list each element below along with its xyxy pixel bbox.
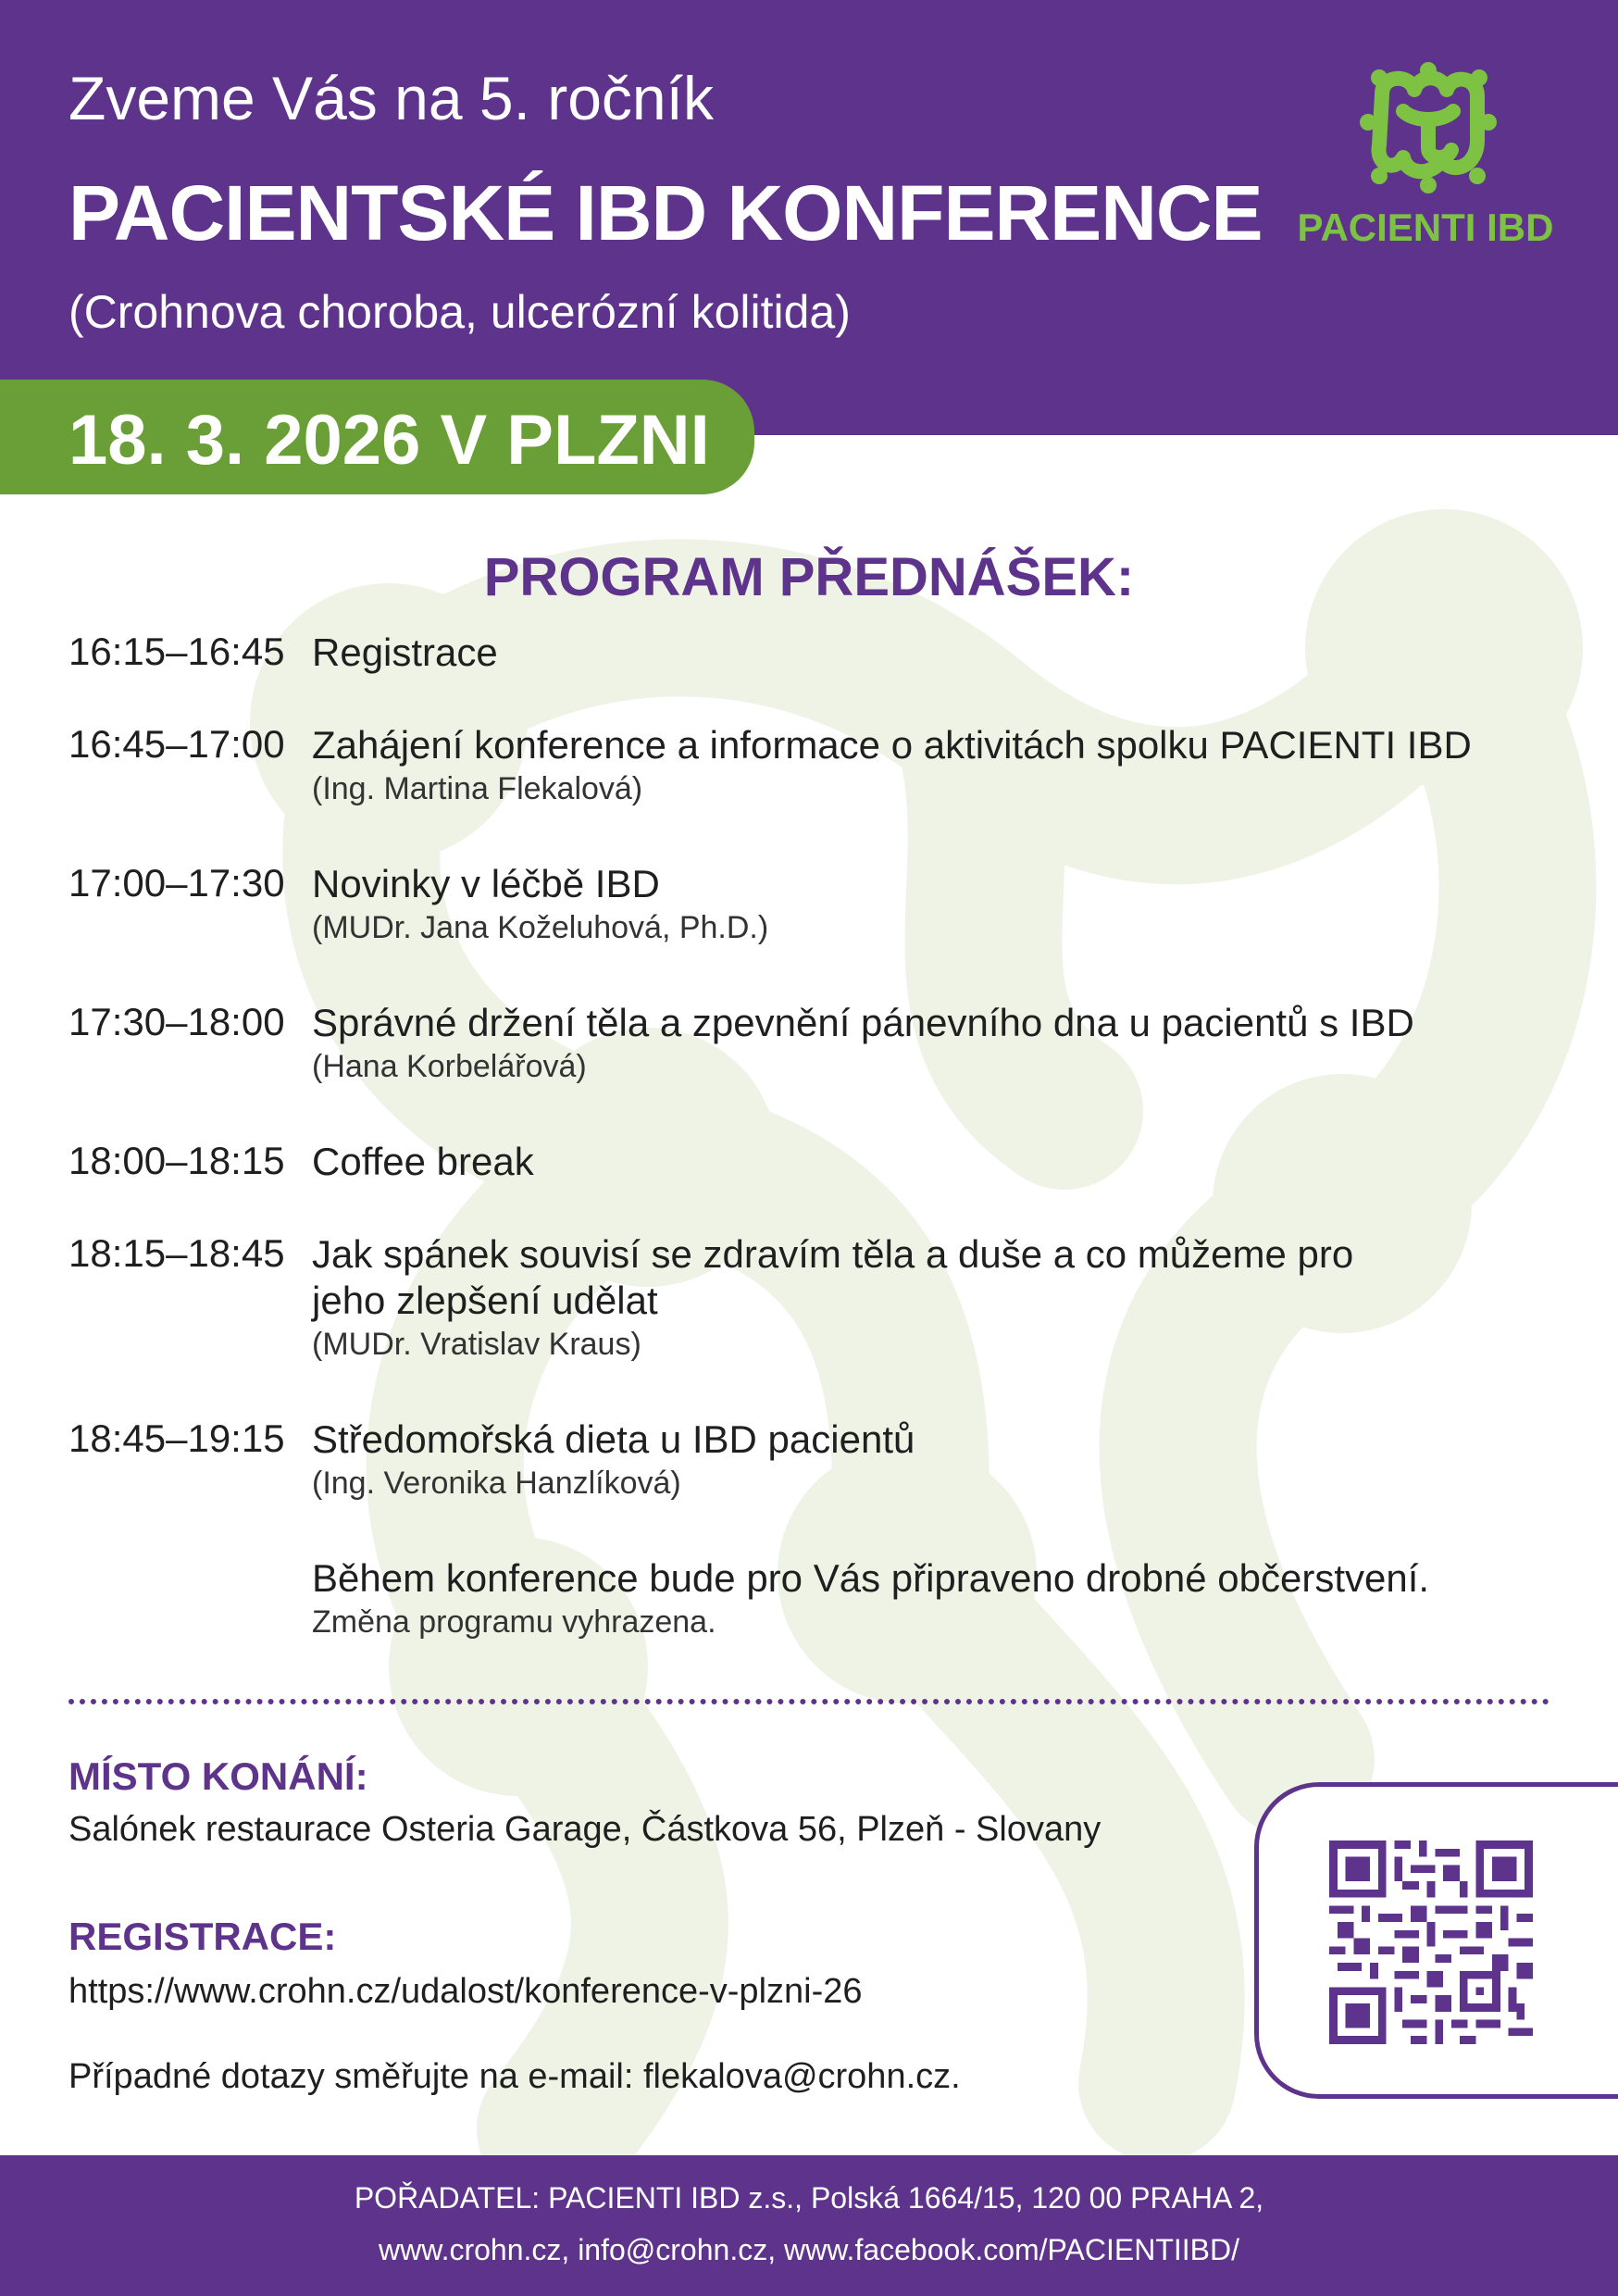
program-time: 16:15–16:45 (68, 630, 285, 673)
contact-email-text: Případné dotazy směřujte na e-mail: flekalova@crohn.cz. (68, 2057, 961, 2096)
date-location-text: 18. 3. 2026 V PLZNI (68, 401, 710, 480)
program-item (68, 1231, 1550, 1416)
program-speaker: (Ing. Veronika Hanzlíková) (312, 1466, 681, 1501)
program-speaker: (MUDr. Vratislav Kraus) (312, 1327, 641, 1362)
header-banner (0, 0, 1618, 435)
program-speaker: (Hana Korbelářová) (312, 1049, 587, 1084)
program-time: 18:15–18:45 (68, 1231, 285, 1275)
registration-link[interactable]: https://www.crohn.cz/udalost/konference-v-plzni-26 (68, 1972, 863, 2011)
date-banner (0, 380, 754, 494)
program-note (68, 1555, 1550, 1642)
program-list (68, 630, 1550, 1642)
program-time: 16:45–17:00 (68, 722, 285, 766)
program-talk: Novinky v léčbě IBD (312, 862, 660, 905)
qr-code-box (1254, 1782, 1618, 2099)
program-speaker: (MUDr. Jana Koželuhová, Ph.D.) (312, 910, 769, 945)
program-time: 18:00–18:15 (68, 1139, 285, 1182)
program-item (68, 1416, 1550, 1555)
program-item (68, 861, 1550, 1000)
program-talk: Coffee break (312, 1140, 534, 1183)
pacienti-ibd-logo (1287, 57, 1564, 252)
program-time: 17:00–17:30 (68, 861, 285, 905)
program-title: PROGRAM PŘEDNÁŠEK: (483, 547, 1135, 607)
venue-label: MÍSTO KONÁNÍ: (68, 1754, 368, 1798)
qr-code-icon[interactable] (1329, 1841, 1533, 2044)
venue-address: Salónek restaurace Osteria Garage, Částkova 56, Plzeň - Slovany (68, 1810, 1101, 1849)
registration-label: REGISTRACE: (68, 1915, 337, 1958)
program-change-note: Změna programu vyhrazena. (312, 1604, 716, 1640)
footer-bar (0, 2155, 1618, 2296)
program-time: 17:30–18:00 (68, 1000, 285, 1043)
program-speaker: (Ing. Martina Flekalová) (312, 771, 643, 806)
organizer-address: POŘADATEL: PACIENTI IBD z.s., Polská 1664/15, 120 00 PRAHA 2, (354, 2181, 1264, 2215)
invitation-text: Zveme Vás na 5. ročník (68, 64, 714, 132)
conference-subtitle: (Crohnova choroba, ulcerózní kolitida) (68, 286, 851, 338)
program-talk: Zahájení konference a informace o aktivitách spolku PACIENTI IBD (312, 723, 1472, 767)
program-talk: Jak spánek souvisí se zdravím těla a duše a co můžeme pro jeho zlepšení udělat (312, 1232, 1354, 1322)
logo-text: PACIENTI IBD (1297, 206, 1554, 249)
organizer-links[interactable]: www.crohn.cz, info@crohn.cz, www.facebook.com/PACIENTIIBD/ (379, 2233, 1239, 2266)
program-item (68, 630, 1550, 722)
program-talk: Správné držení těla a zpevnění pánevního dna u pacientů s IBD (312, 1001, 1414, 1044)
conference-title: PACIENTSKÉ IBD KONFERENCE (68, 169, 1263, 256)
refreshment-note: Během konference bude pro Vás připraveno drobné občerstvení. (312, 1556, 1430, 1600)
intestine-logo-icon (1359, 57, 1498, 196)
program-item (68, 722, 1550, 861)
program-talk: Středomořská dieta u IBD pacientů (312, 1417, 915, 1461)
program-talk: Registrace (312, 630, 498, 674)
program-item (68, 1139, 1550, 1231)
program-time: 18:45–19:15 (68, 1416, 285, 1460)
dotted-divider (68, 1699, 1550, 1704)
program-item (68, 1000, 1550, 1139)
